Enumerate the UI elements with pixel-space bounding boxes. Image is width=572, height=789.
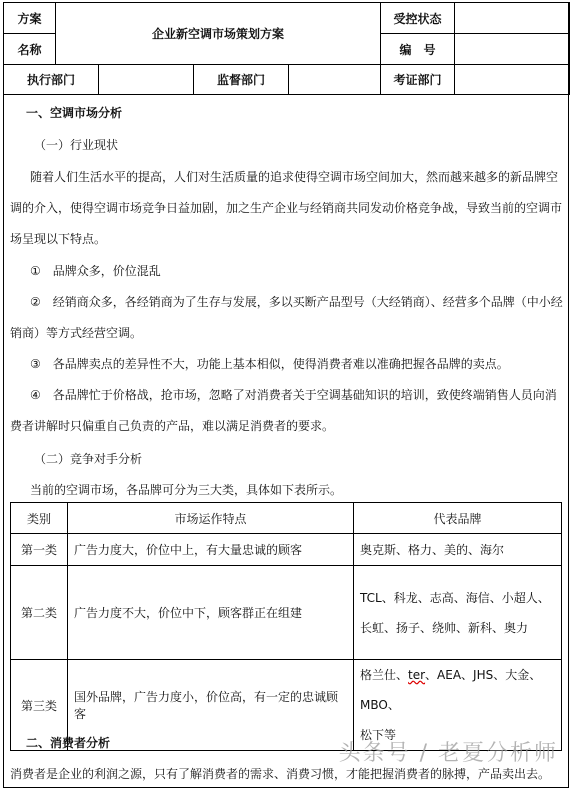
- header-table: [3, 2, 570, 65]
- verify-dept-value: [455, 65, 570, 95]
- section2-line1: 消费者是企业的利润之源，只有了解消费者的需求、消费习惯，才能把握消费者的脉搏，产品卖出去。: [10, 767, 551, 781]
- dept-table: [3, 64, 570, 95]
- plan-name-label-1: 方案: [4, 3, 56, 34]
- number-label: 编 号: [381, 34, 455, 65]
- para1-line1: 随着人们生活水平的提高，人们对生活质量的追求使得空调市场空间加大，然而越来越多的新品牌空: [30, 170, 559, 184]
- exec-dept-value: [99, 65, 194, 95]
- row-brands-line2: 松下等: [360, 728, 397, 742]
- competitor-title: （二）竞争对手分析: [34, 452, 143, 466]
- table-header-brands: 代表品牌: [354, 503, 562, 534]
- supervise-dept-value: [289, 65, 381, 95]
- number-value: [455, 34, 570, 65]
- row-category: 第三类: [11, 660, 68, 751]
- para1-line2: 调的介入，使得空调市场竞争日益加剧，加之生产企业与经销商共同发动价格竞争战，导致当前的空调市: [10, 201, 563, 215]
- exec-dept-label: 执行部门: [4, 65, 99, 95]
- plan-name-label-2: 名称: [4, 34, 56, 65]
- para1-line3: 场呈现以下特点。: [10, 232, 107, 246]
- competitor-table: [10, 502, 562, 751]
- control-status-value: [455, 3, 570, 34]
- point-2-line1: ② 经销商众多，各经销商为了生存与发展，多以买断产品型号（大经销商）、经营多个品牌（中小经: [30, 295, 563, 309]
- row-brands-line2: 长虹、扬子、绕帅、新科、奥力: [360, 620, 529, 635]
- industry-status-title: （一）行业现状: [34, 138, 119, 152]
- row-brands: 奥克斯、格力、美的、海尔: [354, 534, 562, 566]
- point-2-line2: 销商）等方式经营空调。: [10, 326, 143, 340]
- row-category: 第二类: [11, 566, 68, 660]
- control-status-label: 受控状态: [381, 3, 455, 34]
- competitor-intro: 当前的空调市场，各品牌可分为三大类，具体如下表所示。: [30, 483, 343, 497]
- section1-title: 一、空调市场分析: [26, 106, 123, 120]
- point-3: ③ 各品牌卖点的差异性不大，功能上基本相似，使得消费者难以准确把握各品牌的卖点。: [30, 357, 509, 371]
- row-feature: 广告力度不大，价位中下，顾客群正在组建: [68, 566, 354, 660]
- brand-text: 、AEA、JHS、大金、MBO、: [360, 668, 542, 712]
- brand-text: 格兰仕、: [360, 668, 409, 682]
- row-brands-line1: TCL、科龙、志高、海信、小超人、: [360, 590, 550, 605]
- section2-title: 二、消费者分析: [26, 736, 111, 750]
- watermark: 头条号 / 老夏分析师: [338, 741, 558, 766]
- point-4-line2: 费者讲解时只偏重自己负责的产品，难以满足消费者的要求。: [10, 419, 335, 433]
- supervise-dept-label: 监督部门: [194, 65, 289, 95]
- row-brands: [354, 566, 562, 660]
- point-1: ① 品牌众多，价位混乱: [30, 264, 161, 278]
- point-4-line1: ④ 各品牌忙于价格战，抢市场，忽略了对消费者关于空调基础知识的培训，致使终端销售人员向消: [30, 388, 557, 402]
- table-header-category: 类别: [11, 503, 68, 534]
- row-feature: 广告力度大，价位中上，有大量忠诚的顾客: [68, 534, 354, 566]
- brand-text-flagged: ter: [408, 668, 426, 682]
- row-feature: 国外品牌，广告力度小，价位高，有一定的忠诚顾客: [68, 660, 354, 751]
- table-row: [11, 534, 562, 566]
- row-brands-line1: [360, 660, 555, 720]
- plan-title: 企业新空调市场策划方案: [56, 3, 381, 65]
- row-category: 第一类: [11, 534, 68, 566]
- verify-dept-label: 考证部门: [381, 65, 455, 95]
- table-header-feature: 市场运作特点: [68, 503, 354, 534]
- table-row: [11, 566, 562, 660]
